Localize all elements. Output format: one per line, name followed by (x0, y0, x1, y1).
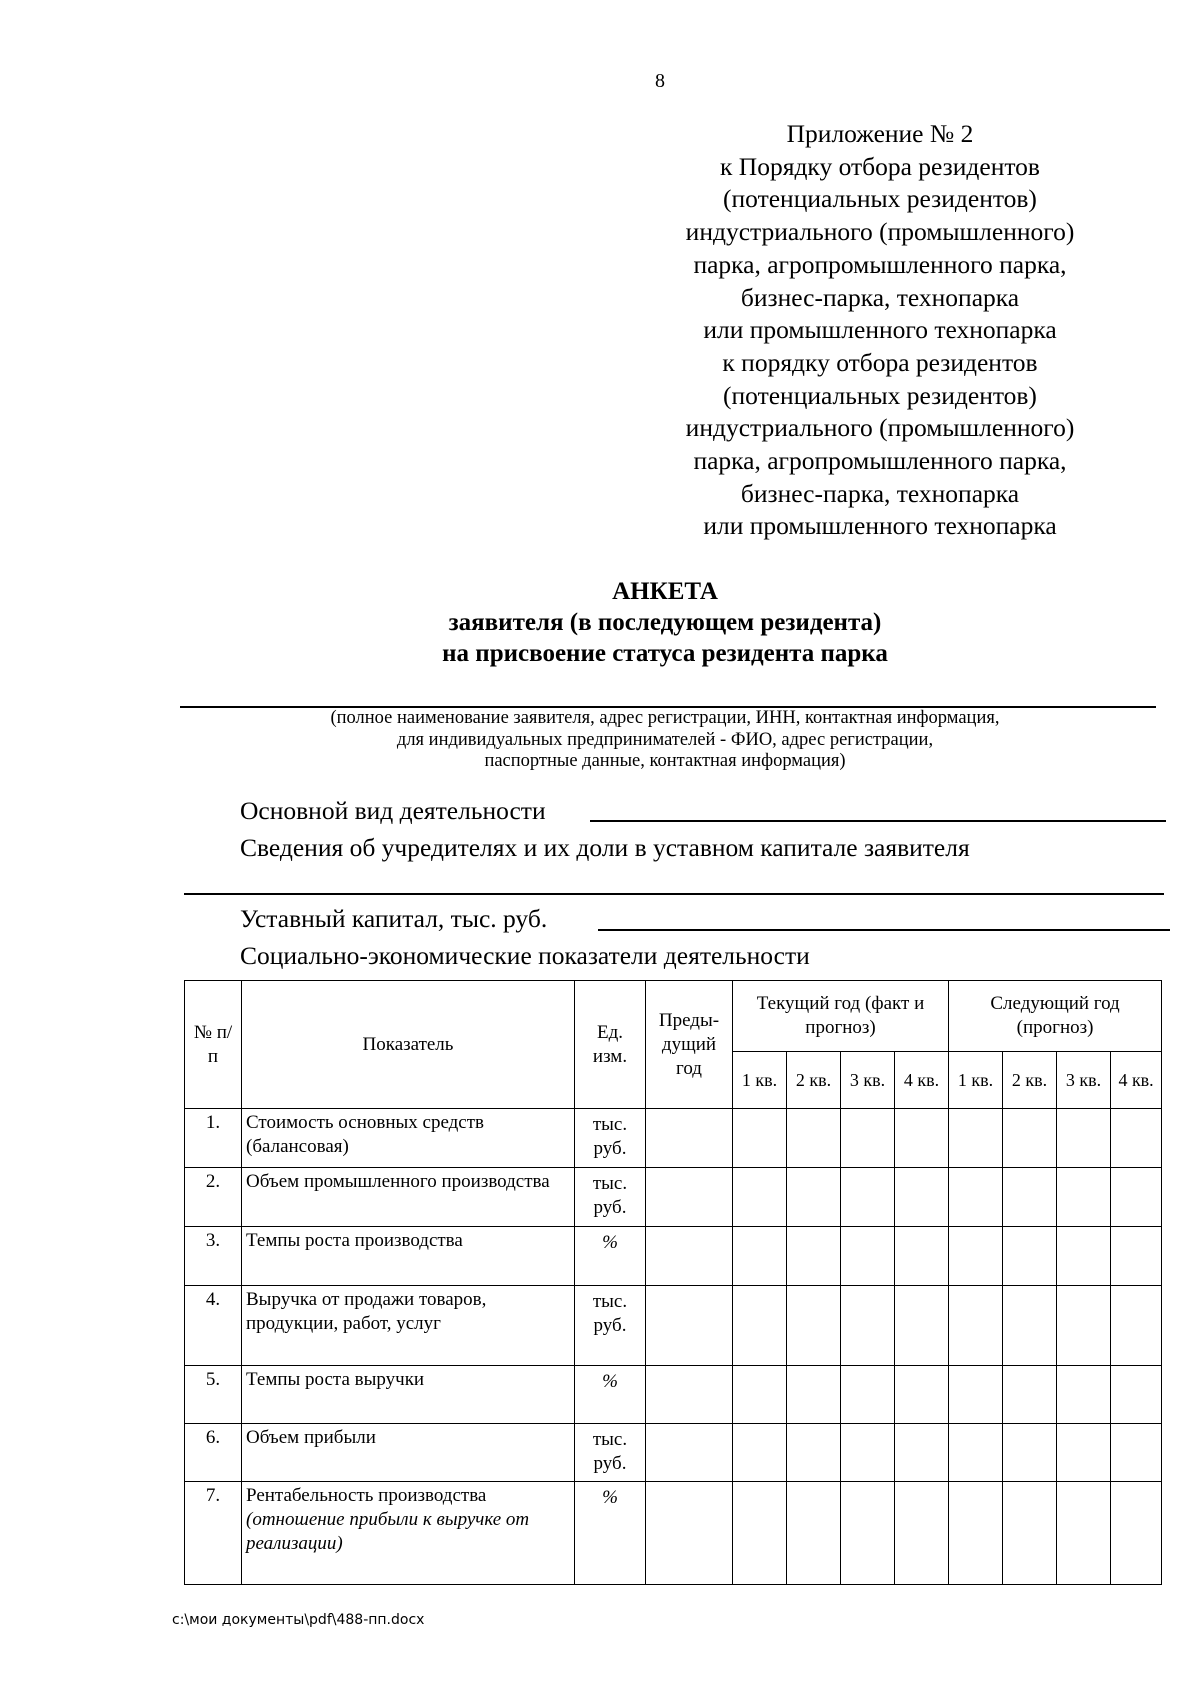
value-cell[interactable] (1003, 1286, 1057, 1366)
value-cell[interactable] (1057, 1227, 1111, 1286)
appendix-line: бизнес-парка, технопарка (740, 478, 1020, 508)
value-cell[interactable] (1003, 1227, 1057, 1286)
value-cell[interactable] (895, 1366, 949, 1424)
file-path-footer: c:\мои документы\pdf\488-пп.docx (172, 1612, 425, 1628)
value-cell[interactable] (949, 1366, 1003, 1424)
value-cell[interactable] (787, 1424, 841, 1482)
value-cell[interactable] (646, 1424, 733, 1482)
appendix-line: (потенциальных резидентов) (723, 380, 1037, 410)
title-line: на присвоение статуса резидента парка (442, 640, 888, 667)
row-num: 6. (185, 1424, 242, 1482)
table-row (185, 1227, 1162, 1286)
row-indicator-note: (отношение прибыли к выручке от реализации) (246, 1509, 530, 1554)
value-cell[interactable] (1057, 1366, 1111, 1424)
value-cell[interactable] (949, 1286, 1003, 1366)
table-row (185, 1109, 1162, 1168)
value-cell[interactable] (1003, 1109, 1057, 1168)
value-cell[interactable] (646, 1366, 733, 1424)
value-cell[interactable] (787, 1482, 841, 1585)
main-activity-label: Основной вид деятельности (240, 796, 546, 825)
table-row (185, 1366, 1162, 1424)
value-cell[interactable] (646, 1482, 733, 1585)
value-cell[interactable] (841, 1227, 895, 1286)
appendix-line: индустриального (промышленного) (685, 413, 1075, 443)
value-cell[interactable] (895, 1286, 949, 1366)
appendix-line: Приложение № 2 (786, 119, 974, 148)
table-row (185, 1424, 1162, 1482)
row-indicator: Объем промышленного производства (242, 1168, 575, 1227)
value-cell[interactable] (1057, 1424, 1111, 1482)
document-title (280, 576, 1050, 669)
row-num: 7. (185, 1482, 242, 1585)
indicators-table (184, 980, 1162, 1585)
row-indicator: Объем прибыли (242, 1424, 575, 1482)
value-cell[interactable] (895, 1168, 949, 1227)
value-cell[interactable] (949, 1482, 1003, 1585)
header-q4: 4 кв. (1111, 1052, 1162, 1109)
value-cell[interactable] (1111, 1168, 1162, 1227)
value-cell[interactable] (646, 1109, 733, 1168)
header-prev-year: Преды-дущий год (646, 981, 733, 1109)
value-cell[interactable] (1111, 1109, 1162, 1168)
value-cell[interactable] (895, 1424, 949, 1482)
value-cell[interactable] (1111, 1366, 1162, 1424)
row-indicator-name: Рентабельность производства (246, 1485, 487, 1506)
row-num: 3. (185, 1227, 242, 1286)
value-cell[interactable] (787, 1286, 841, 1366)
caption-line: паспортные данные, контактная информация) (484, 751, 846, 771)
row-indicator (242, 1482, 575, 1585)
row-indicator: Темпы роста производства (242, 1227, 575, 1286)
value-cell[interactable] (1003, 1482, 1057, 1585)
value-cell[interactable] (895, 1109, 949, 1168)
capital-line[interactable] (598, 929, 1170, 931)
capital-label: Уставный капитал, тыс. руб. (240, 904, 548, 933)
value-cell[interactable] (733, 1227, 787, 1286)
value-cell[interactable] (733, 1109, 787, 1168)
appendix-line: к Порядку отбора резидентов (720, 151, 1040, 181)
table-row (185, 1286, 1162, 1366)
value-cell[interactable] (841, 1424, 895, 1482)
header-q1: 1 кв. (949, 1052, 1003, 1109)
value-cell[interactable] (787, 1227, 841, 1286)
value-cell[interactable] (733, 1482, 787, 1585)
row-unit: тыс. руб. (575, 1424, 646, 1482)
founders-label: Сведения об учредителях и их доли в уставном капитале заявителя (240, 833, 970, 862)
value-cell[interactable] (787, 1366, 841, 1424)
header-indicator: Показатель (242, 981, 575, 1109)
appendix-line: бизнес-парка, технопарка (740, 282, 1020, 312)
row-num: 5. (185, 1366, 242, 1424)
header-current-year: Текущий год (факт и прогноз) (733, 981, 949, 1052)
title-line: заявителя (в последующем резидента) (448, 609, 882, 636)
applicant-caption (200, 708, 1130, 773)
caption-line: для индивидуальных предпринимателей - ФИО, адрес регистрации, (396, 729, 934, 750)
caption-line: (полное наименование заявителя, адрес регистрации, ИНН, контактная информация, (330, 708, 1000, 728)
indicators-heading: Социально-экономические показатели деятельности (240, 941, 810, 970)
value-cell[interactable] (646, 1227, 733, 1286)
table-row (185, 1482, 1162, 1585)
value-cell[interactable] (1111, 1482, 1162, 1585)
header-q3: 3 кв. (841, 1052, 895, 1109)
value-cell[interactable] (1057, 1168, 1111, 1227)
row-num: 2. (185, 1168, 242, 1227)
header-q4: 4 кв. (895, 1052, 949, 1109)
header-num: № п/п (185, 981, 242, 1109)
value-cell[interactable] (787, 1168, 841, 1227)
appendix-line: парка, агропромышленного парка, (693, 446, 1067, 476)
value-cell[interactable] (1111, 1286, 1162, 1366)
value-cell[interactable] (895, 1482, 949, 1585)
founders-line[interactable] (184, 893, 1164, 895)
value-cell[interactable] (949, 1424, 1003, 1482)
value-cell[interactable] (1003, 1424, 1057, 1482)
value-cell[interactable] (841, 1286, 895, 1366)
value-cell[interactable] (1003, 1168, 1057, 1227)
value-cell[interactable] (841, 1168, 895, 1227)
appendix-header (640, 118, 1120, 543)
row-unit: тыс. руб. (575, 1286, 646, 1366)
row-unit: % (575, 1482, 646, 1585)
header-unit: Ед. изм. (575, 981, 646, 1109)
header-q3: 3 кв. (1057, 1052, 1111, 1109)
appendix-line: (потенциальных резидентов) (723, 184, 1037, 214)
row-indicator: Стоимость основных средств (балансовая) (242, 1109, 575, 1168)
value-cell[interactable] (1111, 1424, 1162, 1482)
appendix-line: к порядку отбора резидентов (722, 347, 1038, 377)
appendix-line: или промышленного технопарка (703, 511, 1057, 541)
value-cell[interactable] (949, 1168, 1003, 1227)
value-cell[interactable] (1057, 1109, 1111, 1168)
row-unit: тыс. руб. (575, 1109, 646, 1168)
value-cell[interactable] (841, 1366, 895, 1424)
value-cell[interactable] (895, 1227, 949, 1286)
value-cell[interactable] (1111, 1227, 1162, 1286)
row-num: 4. (185, 1286, 242, 1366)
value-cell[interactable] (646, 1168, 733, 1227)
header-q1: 1 кв. (733, 1052, 787, 1109)
table-row (185, 1168, 1162, 1227)
page-number: 8 (655, 70, 665, 92)
main-activity-line[interactable] (590, 820, 1166, 822)
row-unit: тыс. руб. (575, 1168, 646, 1227)
title-line: АНКЕТА (612, 578, 718, 605)
value-cell[interactable] (646, 1286, 733, 1366)
row-indicator: Темпы роста выручки (242, 1366, 575, 1424)
row-unit: % (575, 1227, 646, 1286)
value-cell[interactable] (787, 1109, 841, 1168)
value-cell[interactable] (841, 1482, 895, 1585)
header-next-year: Следующий год (прогноз) (949, 981, 1162, 1052)
value-cell[interactable] (733, 1168, 787, 1227)
value-cell[interactable] (733, 1366, 787, 1424)
appendix-line: индустриального (промышленного) (685, 217, 1075, 247)
value-cell[interactable] (733, 1424, 787, 1482)
value-cell[interactable] (841, 1109, 895, 1168)
appendix-line: парка, агропромышленного парка, (693, 249, 1067, 279)
value-cell[interactable] (949, 1109, 1003, 1168)
row-unit: % (575, 1366, 646, 1424)
row-indicator: Выручка от продажи товаров, продукции, работ, услуг (242, 1286, 575, 1366)
value-cell[interactable] (1057, 1482, 1111, 1585)
value-cell[interactable] (1003, 1366, 1057, 1424)
appendix-line: или промышленного технопарка (703, 315, 1057, 345)
header-q2: 2 кв. (1003, 1052, 1057, 1109)
row-num: 1. (185, 1109, 242, 1168)
value-cell[interactable] (733, 1286, 787, 1366)
header-q2: 2 кв. (787, 1052, 841, 1109)
value-cell[interactable] (949, 1227, 1003, 1286)
value-cell[interactable] (1057, 1286, 1111, 1366)
